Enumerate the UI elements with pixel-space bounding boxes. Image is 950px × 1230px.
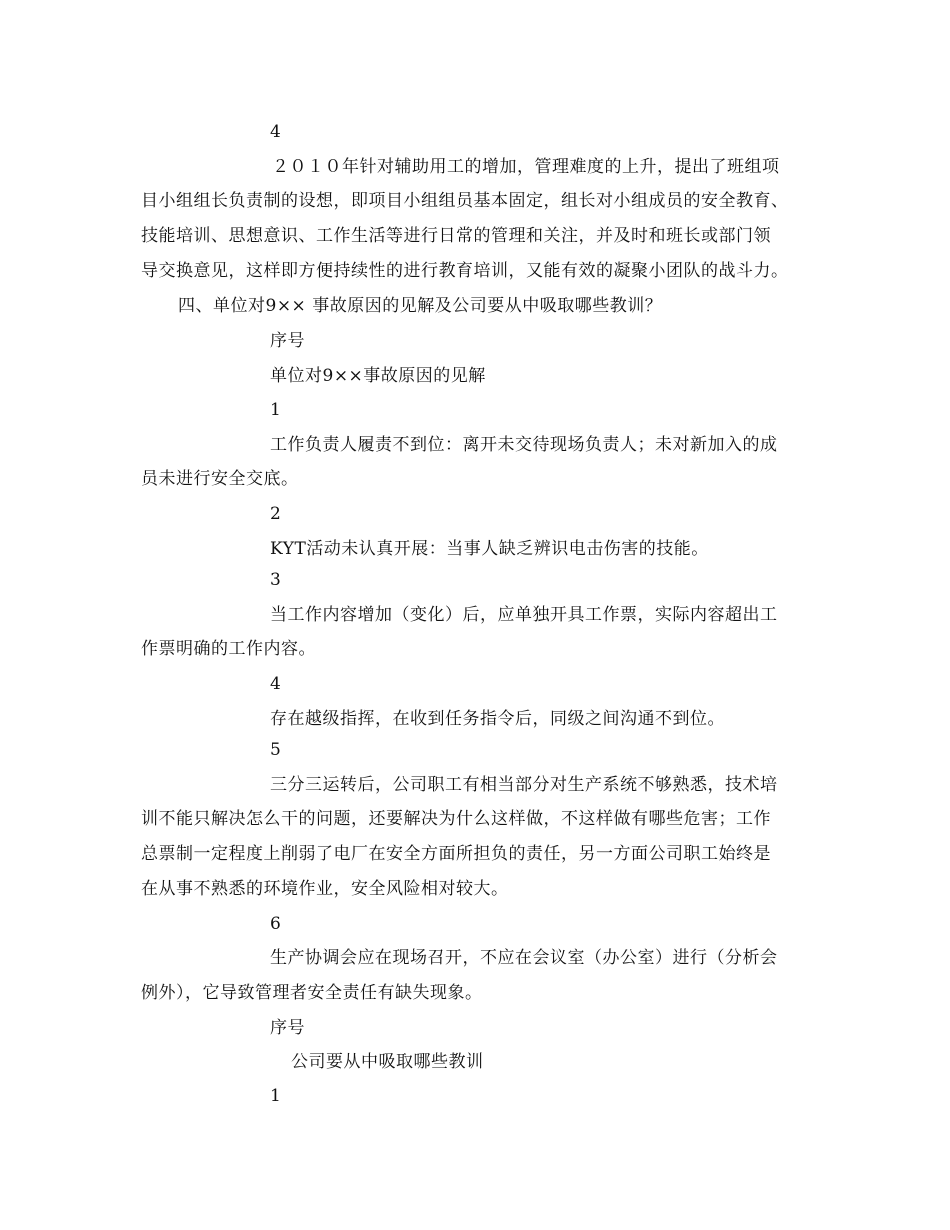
row-text: 三分三运转后，公司职工有相当部分对生产系统不够熟悉，技术培 [270, 775, 778, 795]
table-header-cell: 序号 [270, 1018, 305, 1038]
row-text: 在从事不熟悉的环境作业，安全风险相对较大。 [141, 879, 509, 899]
row-text: 例外），它导致管理者安全责任有缺失现象。 [141, 983, 483, 1003]
row-number: 1 [270, 1086, 282, 1106]
row-number: 6 [270, 914, 282, 934]
row-number: 5 [270, 740, 282, 760]
table-header-cell: 序号 [270, 331, 305, 351]
section-heading: 四、单位对9×× 事故原因的见解及公司要从中吸取哪些教训？ [178, 296, 663, 316]
item-number: 4 [270, 122, 282, 142]
row-text: 当工作内容增加（变化）后，应单独开具工作票，实际内容超出工 [270, 605, 778, 625]
paragraph-line: 目小组组长负责制的设想，即项目小组组员基本固定，组长对小组成员的安全教育、 [141, 191, 789, 211]
row-text: 训不能只解决怎么干的问题，还要解决为什么这样做，不这样做有哪些危害；工作 [141, 809, 771, 829]
row-text: 工作负责人履责不到位：离开未交待现场负责人；未对新加入的成 [270, 435, 778, 455]
row-text: 生产协调会应在现场召开，不应在会议室（办公室）进行（分析会 [270, 948, 778, 968]
row-number: 2 [270, 504, 282, 524]
paragraph-line: 技能培训、思想意识、工作生活等进行日常的管理和关注，并及时和班长或部门领 [141, 226, 771, 246]
row-text: 存在越级指挥，在收到任务指令后，同级之间沟通不到位。 [270, 709, 725, 729]
row-text: 总票制一定程度上削弱了电厂在安全方面所担负的责任，另一方面公司职工始终是 [141, 844, 771, 864]
table-header-cell: 公司要从中吸取哪些教训 [291, 1052, 484, 1072]
row-text: 作票明确的工作内容。 [141, 639, 316, 659]
paragraph-line: 导交换意见，这样即方便持续性的进行教育培训，又能有效的凝聚小团队的战斗力。 [141, 261, 789, 281]
row-text: 员未进行安全交底。 [141, 469, 299, 489]
row-number: 1 [270, 400, 282, 420]
row-number: 3 [270, 570, 282, 590]
row-text: KYT活动未认真开展：当事人缺乏辨识电击伤害的技能。 [270, 539, 709, 559]
paragraph-line: ２０１０年针对辅助用工的增加，管理难度的上升，提出了班组项 [272, 157, 780, 177]
row-number: 4 [270, 674, 282, 694]
table-header-cell: 单位对9××事故原因的见解 [270, 366, 486, 386]
